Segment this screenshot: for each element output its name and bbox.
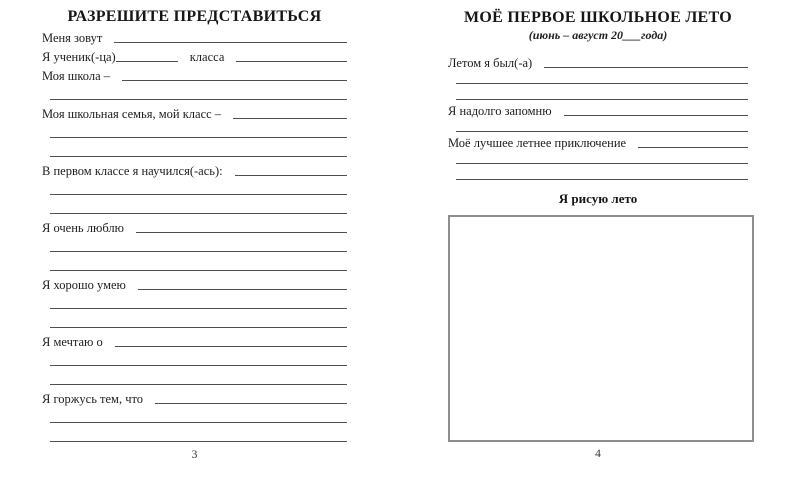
form-field-row xyxy=(42,330,347,349)
write-in-line-short xyxy=(116,61,178,62)
write-in-line xyxy=(456,131,748,132)
write-in-line xyxy=(564,115,748,116)
blank-write-line-row xyxy=(42,83,347,102)
form-rows xyxy=(42,26,347,444)
form-field-row xyxy=(42,64,347,83)
write-in-line xyxy=(235,175,347,176)
blank-write-line-row xyxy=(42,292,347,311)
form-field-row xyxy=(448,54,748,70)
blank-write-line-row xyxy=(42,254,347,273)
field-label: Летом я был(-а) xyxy=(448,55,533,70)
form-field-row xyxy=(42,159,347,178)
form-field-row xyxy=(42,45,347,64)
blank-write-line-row xyxy=(42,140,347,159)
write-in-line xyxy=(50,213,347,214)
blank-write-line-row xyxy=(42,349,347,368)
page-title: МОЁ ПЕРВОЕ ШКОЛЬНОЕ ЛЕТО xyxy=(463,9,733,26)
field-label: Моё лучшее летнее приключение xyxy=(448,135,627,150)
write-in-line xyxy=(50,99,347,100)
field-label: Меня зовут xyxy=(42,30,103,45)
blank-write-line-row xyxy=(42,197,347,216)
field-label: Я надолго запомню xyxy=(448,103,552,118)
write-in-line xyxy=(50,365,347,366)
write-in-line xyxy=(50,194,347,195)
field-label: Я очень люблю xyxy=(42,220,124,235)
write-in-line xyxy=(136,232,347,233)
field-label: Моя школьная семья, мой класс – xyxy=(42,106,222,121)
write-in-line xyxy=(236,61,347,62)
write-in-line xyxy=(50,251,347,252)
page-number: 4 xyxy=(595,448,601,460)
field-label: Я хорошо умею xyxy=(42,277,126,292)
form-field-row xyxy=(42,102,347,121)
field-label: класса xyxy=(189,49,225,64)
album-page-introduce-yourself xyxy=(42,0,347,461)
field-label: Я мечтаю о xyxy=(42,334,103,349)
form-rows xyxy=(448,54,748,182)
drawing-section-heading: Я рисую лето xyxy=(558,191,638,206)
form-field-row xyxy=(448,102,748,118)
blank-write-line-row xyxy=(448,150,748,166)
write-in-line xyxy=(50,422,347,423)
field-label: Я горжусь тем, что xyxy=(42,391,144,406)
write-in-line xyxy=(50,441,347,442)
write-in-line xyxy=(138,289,347,290)
form-field-row xyxy=(42,273,347,292)
write-in-line xyxy=(50,270,347,271)
write-in-line xyxy=(50,137,347,138)
write-in-line xyxy=(50,156,347,157)
field-label: Я ученик(-ца) xyxy=(42,49,116,64)
form-field-row xyxy=(448,134,748,150)
write-in-line xyxy=(456,179,748,180)
blank-write-line-row xyxy=(42,178,347,197)
blank-write-line-row xyxy=(448,166,748,182)
form-field-row xyxy=(42,387,347,406)
page-title: РАЗРЕШИТЕ ПРЕДСТАВИТЬСЯ xyxy=(67,8,322,25)
write-in-line xyxy=(115,346,347,347)
write-in-line xyxy=(233,118,347,119)
write-in-line xyxy=(638,147,748,148)
drawing-area-box xyxy=(448,215,754,442)
write-in-line xyxy=(50,327,347,328)
blank-write-line-row xyxy=(448,86,748,102)
write-in-line xyxy=(114,42,347,43)
blank-write-line-row xyxy=(448,70,748,86)
blank-write-line-row xyxy=(42,311,347,330)
write-in-line xyxy=(155,403,347,404)
write-in-line xyxy=(544,67,748,68)
page-number: 3 xyxy=(191,449,198,461)
blank-write-line-row xyxy=(42,121,347,140)
write-in-line xyxy=(456,99,748,100)
write-in-line xyxy=(456,163,748,164)
form-field-row xyxy=(42,216,347,235)
page-subtitle: (июнь – август 20___года) xyxy=(528,28,668,42)
field-label: В первом классе я научился(-ась): xyxy=(42,163,223,178)
form-field-row xyxy=(42,26,347,45)
write-in-line xyxy=(122,80,347,81)
blank-write-line-row xyxy=(42,368,347,387)
write-in-line xyxy=(456,83,748,84)
blank-write-line-row xyxy=(42,235,347,254)
write-in-line xyxy=(50,308,347,309)
blank-write-line-row xyxy=(42,406,347,425)
blank-write-line-row xyxy=(448,118,748,134)
write-in-line xyxy=(50,384,347,385)
field-label: Моя школа – xyxy=(42,68,110,83)
blank-write-line-row xyxy=(42,425,347,444)
album-page-first-school-summer xyxy=(448,0,748,460)
